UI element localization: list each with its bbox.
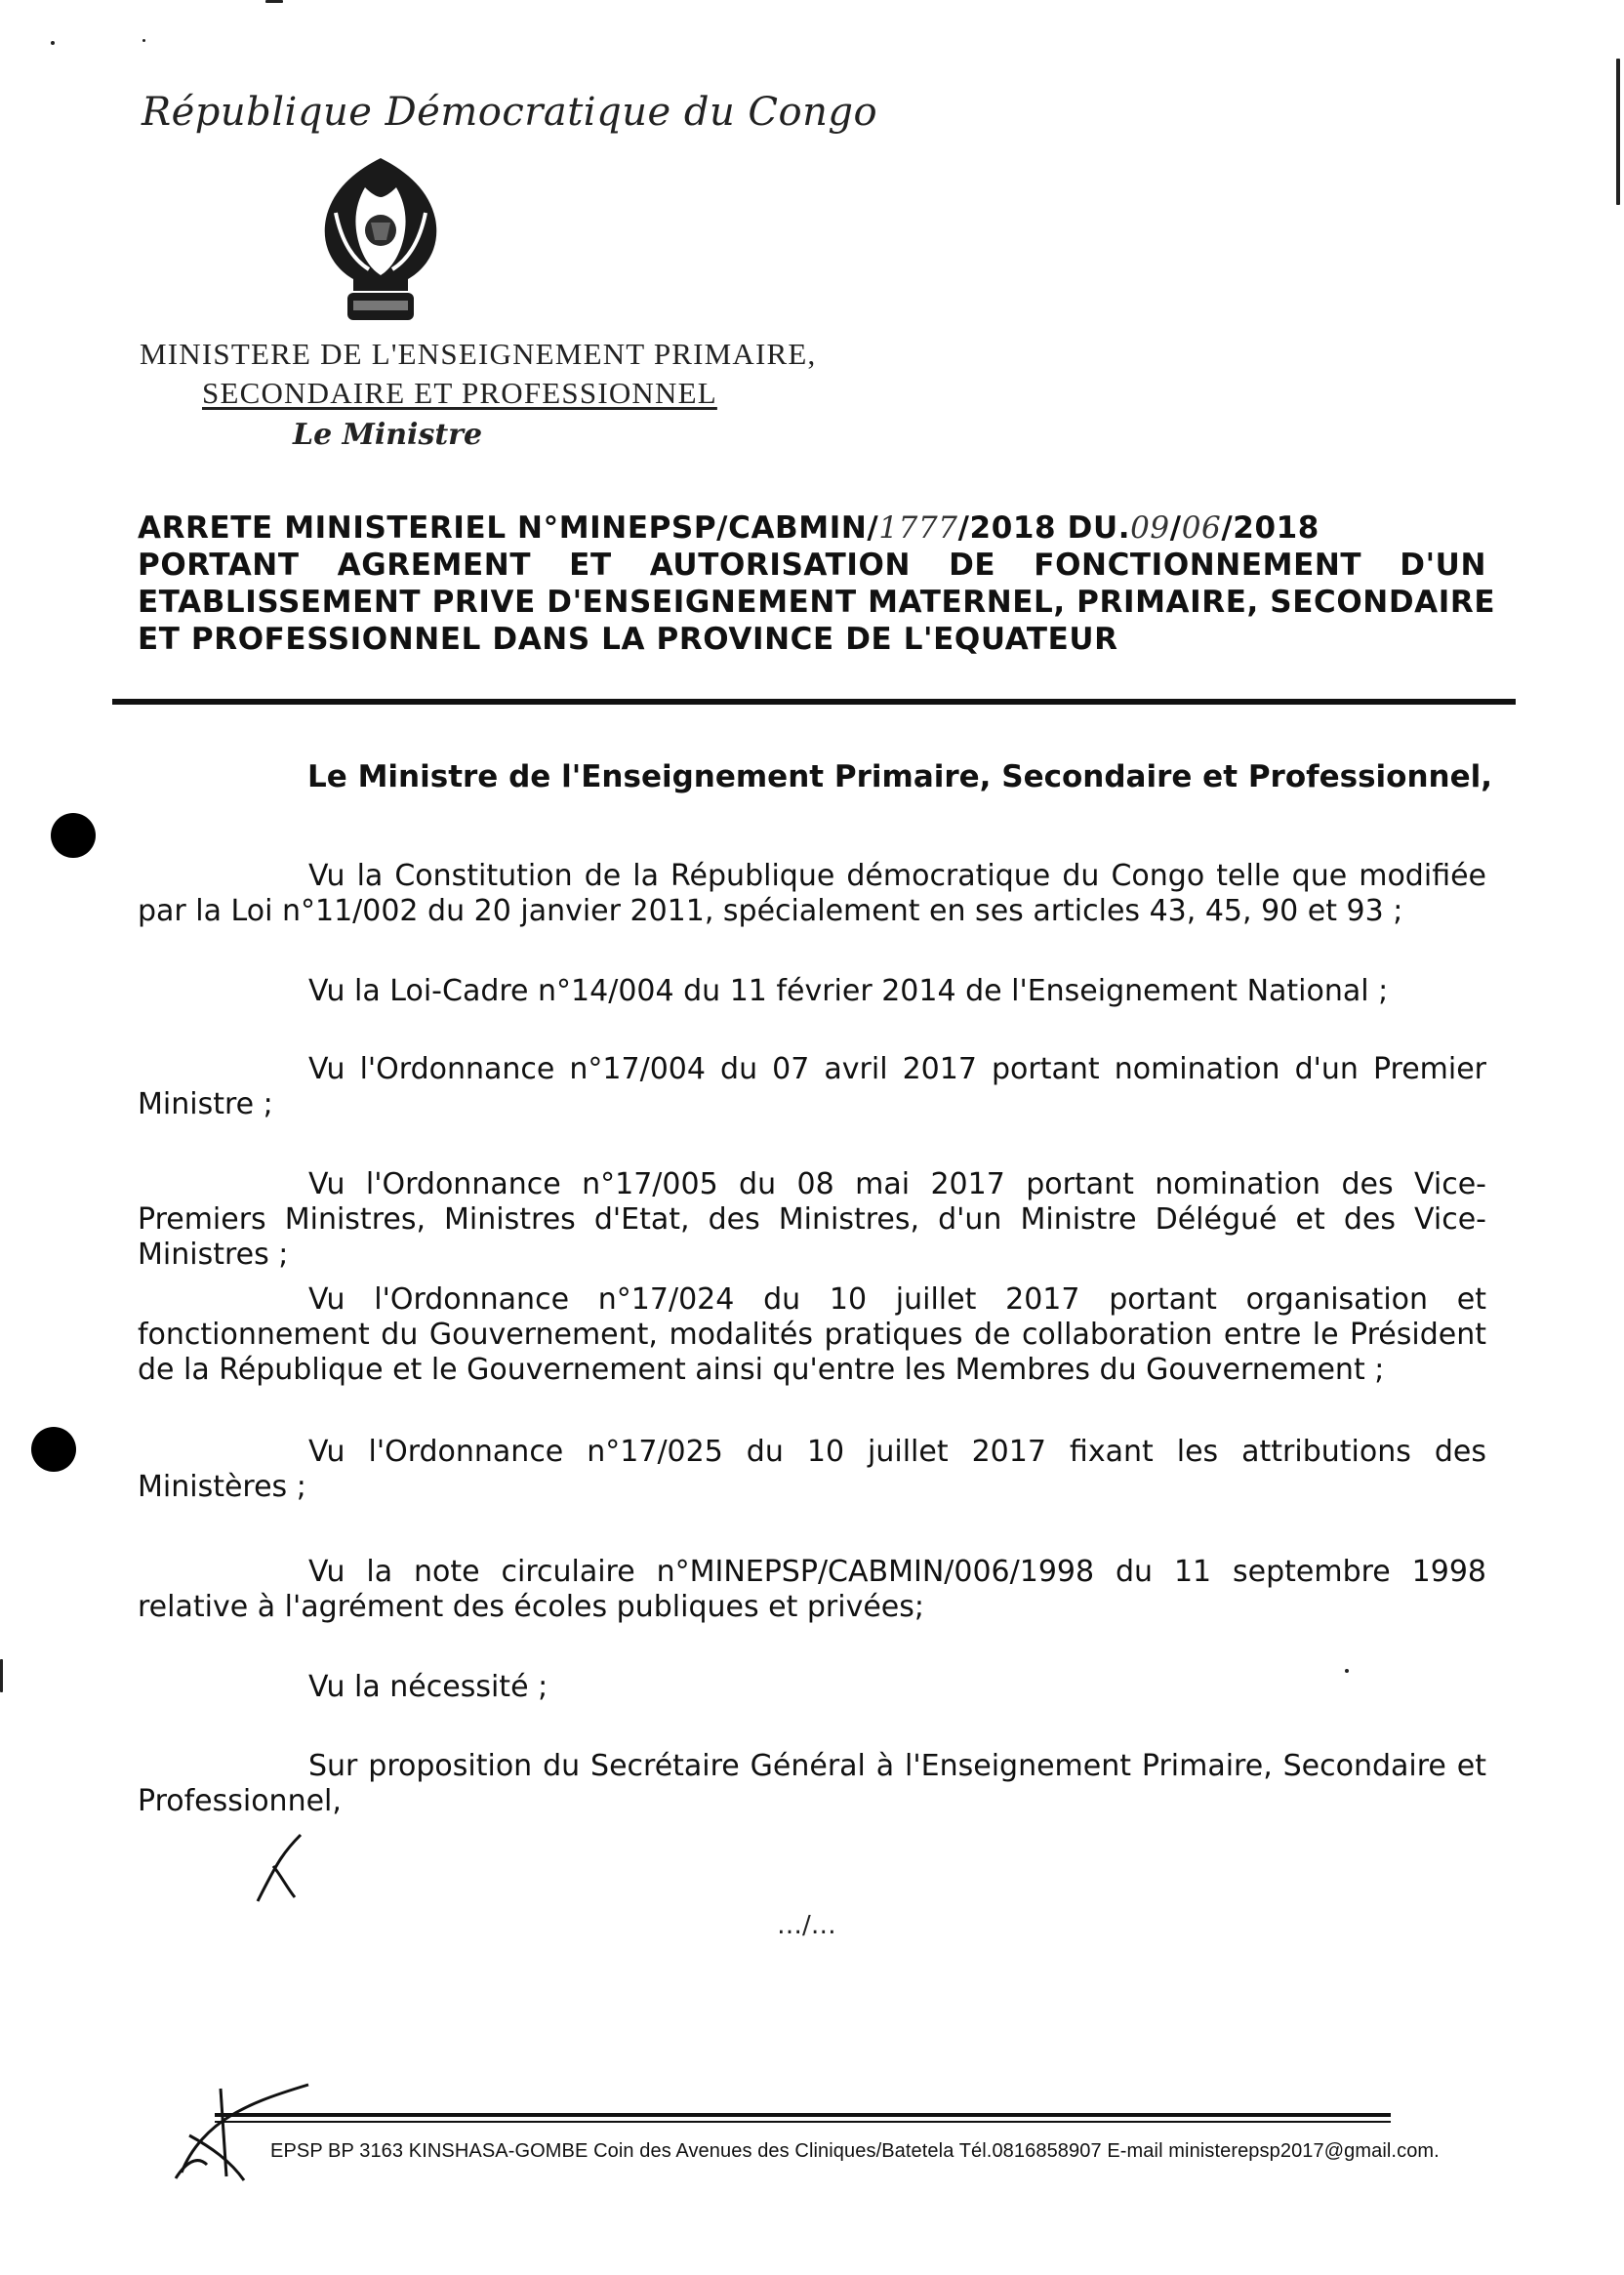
visa-paragraph: Vu l'Ordonnance n°17/025 du 10 juillet 2017 fixant les attributions des Ministères ; [138, 1435, 1486, 1504]
handwritten-number: 1777 [878, 510, 958, 546]
punch-hole-top [51, 813, 96, 858]
visa-paragraph: Vu la Loi-Cadre n°14/004 du 11 février 2014 de l'Enseignement National ; [308, 974, 1389, 1008]
visa-paragraph: Vu la Constitution de la République démocratique du Congo telle que modifiée par la Loi n°11/002 du 20 janvier 2011, spécialement en ses articles 43, 45, 90 et 93 ; [138, 859, 1486, 928]
ministry-name-line2: SECONDAIRE ET PROFESSIONNEL [202, 376, 717, 410]
arrete-number-line: ARRETE MINISTERIEL N°MINEPSP/CABMIN/1777/2018 DU.09/06/2018 [138, 510, 1320, 546]
title-divider [112, 699, 1516, 705]
initial-signature-mark [252, 1831, 310, 1909]
visa-paragraph: Sur proposition du Secrétaire Général à l'Enseignement Primaire, Secondaire et Professionnel, [138, 1749, 1486, 1818]
visa-paragraph: Vu l'Ordonnance n°17/005 du 08 mai 2017 portant nomination des Vice-Premiers Ministres, Ministres d'Etat, des Ministres, d'un Ministre Délégué et des Vice-Ministres ; [138, 1167, 1486, 1272]
punch-hole-bottom [31, 1427, 76, 1472]
page-continuation-mark: …/… [777, 1911, 836, 1940]
arrete-subject-line3: ET PROFESSIONNEL DANS LA PROVINCE DE L'EQUATEUR [138, 622, 1118, 657]
visa-paragraph: Vu la nécessité ; [308, 1670, 548, 1704]
minister-title: Le Ministre de l'Enseignement Primaire, Secondaire et Professionnel, [307, 759, 1493, 794]
republic-heading: République Démocratique du Congo [142, 90, 878, 135]
arrete-subject-line1: PORTANT AGREMENT ET AUTORISATION DE FONCTIONNEMENT D'UN [138, 548, 1486, 583]
footer-signature-mark [172, 2079, 318, 2186]
handwritten-month: 06 [1181, 510, 1222, 546]
visa-paragraph: Vu la note circulaire n°MINEPSP/CABMIN/006/1998 du 11 septembre 1998 relative à l'agrément des écoles publiques et privées; [138, 1555, 1486, 1624]
ministry-name-line1: MINISTERE DE L'ENSEIGNEMENT PRIMAIRE, [140, 337, 817, 371]
footer-rule-thin [215, 2121, 1391, 2123]
visa-paragraph: Vu l'Ordonnance n°17/004 du 07 avril 2017 portant nomination d'un Premier Ministre ; [138, 1052, 1486, 1121]
le-ministre-heading: Le Ministre [293, 418, 483, 452]
footer-rule [215, 2113, 1391, 2117]
congo-coat-of-arms-icon [314, 154, 447, 328]
arrete-title [138, 509, 1496, 658]
footer-address: EPSP BP 3163 KINSHASA-GOMBE Coin des Avenues des Cliniques/Batetela Tél.0816858907 E-mail ministerepsp2017@gmail.com. [270, 2140, 1440, 2162]
visa-paragraph: Vu l'Ordonnance n°17/024 du 10 juillet 2017 portant organisation et fonctionnement du Gouvernement, modalités pratiques de collaboration entre le Président de la République et le Gouvernement ainsi qu'entre les Membres du Gouvernement ; [138, 1282, 1486, 1387]
handwritten-day: 09 [1130, 510, 1170, 546]
arrete-subject-line2: ETABLISSEMENT PRIVE D'ENSEIGNEMENT MATERNEL, PRIMAIRE, SECONDAIRE [138, 585, 1496, 620]
